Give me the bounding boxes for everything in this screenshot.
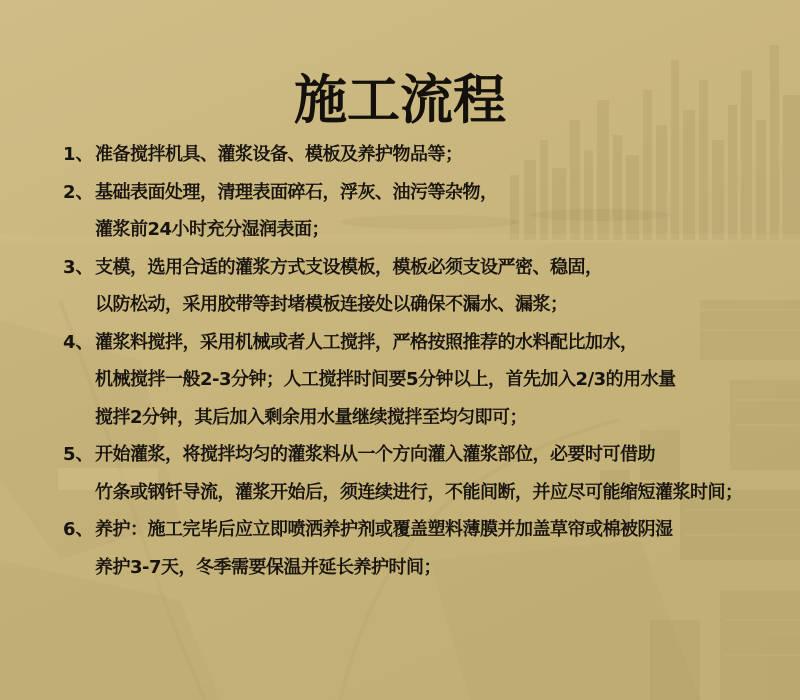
item-number: 6、 — [63, 519, 94, 540]
item-line: 以防松动，采用胶带等封堵模板连接处以确保不漏水、漏浆； — [95, 294, 568, 315]
item-line: 养护3-7天，冬季需要保温并延长养护时间； — [95, 556, 442, 578]
item-line: 基础表面处理，清理表面碎石，浮灰、油污等杂物， — [95, 181, 498, 203]
list-item — [0, 511, 800, 586]
item-line: 灌浆料搅拌，采用机械或者人工搅拌，严格按照推荐的水料配比加水， — [95, 331, 638, 353]
item-number: 5、 — [63, 444, 94, 465]
item-line: 开始灌浆，将搅拌均匀的灌浆料从一个方向灌入灌浆部位，必要时可借助 — [95, 444, 655, 465]
list-item — [0, 174, 800, 249]
process-list — [0, 136, 800, 586]
list-item — [0, 249, 800, 324]
list-item — [0, 324, 800, 437]
item-line: 灌浆前24小时充分湿润表面； — [95, 219, 330, 240]
item-number: 4、 — [63, 331, 94, 353]
item-line: 养护：施工完毕后应立即喷洒养护剂或覆盖塑料薄膜并加盖草帘或棉被阴湿 — [95, 519, 673, 540]
item-line: 搅拌2分钟，其后加入剩余用水量继续搅拌至均匀即可； — [95, 406, 528, 428]
item-line: 竹条或钢钎导流，灌浆开始后，须连续进行，不能间断，并应尽可能缩短灌浆时间； — [95, 481, 743, 503]
item-number: 1、 — [63, 144, 94, 165]
item-line: 准备搅拌机具、灌浆设备、模板及养护物品等； — [95, 144, 463, 165]
item-number: 2、 — [63, 181, 94, 203]
page-title: 施工流程 — [294, 70, 506, 131]
item-number: 3、 — [63, 256, 94, 278]
item-line: 支模，选用合适的灌浆方式支设模板，模板必须支设严密、稳固， — [95, 256, 603, 278]
list-item — [0, 136, 800, 174]
list-item — [0, 436, 800, 511]
item-line: 机械搅拌一般2-3分钟；人工搅拌时间要5分钟以上，首先加入2/3的用水量 — [95, 369, 676, 390]
